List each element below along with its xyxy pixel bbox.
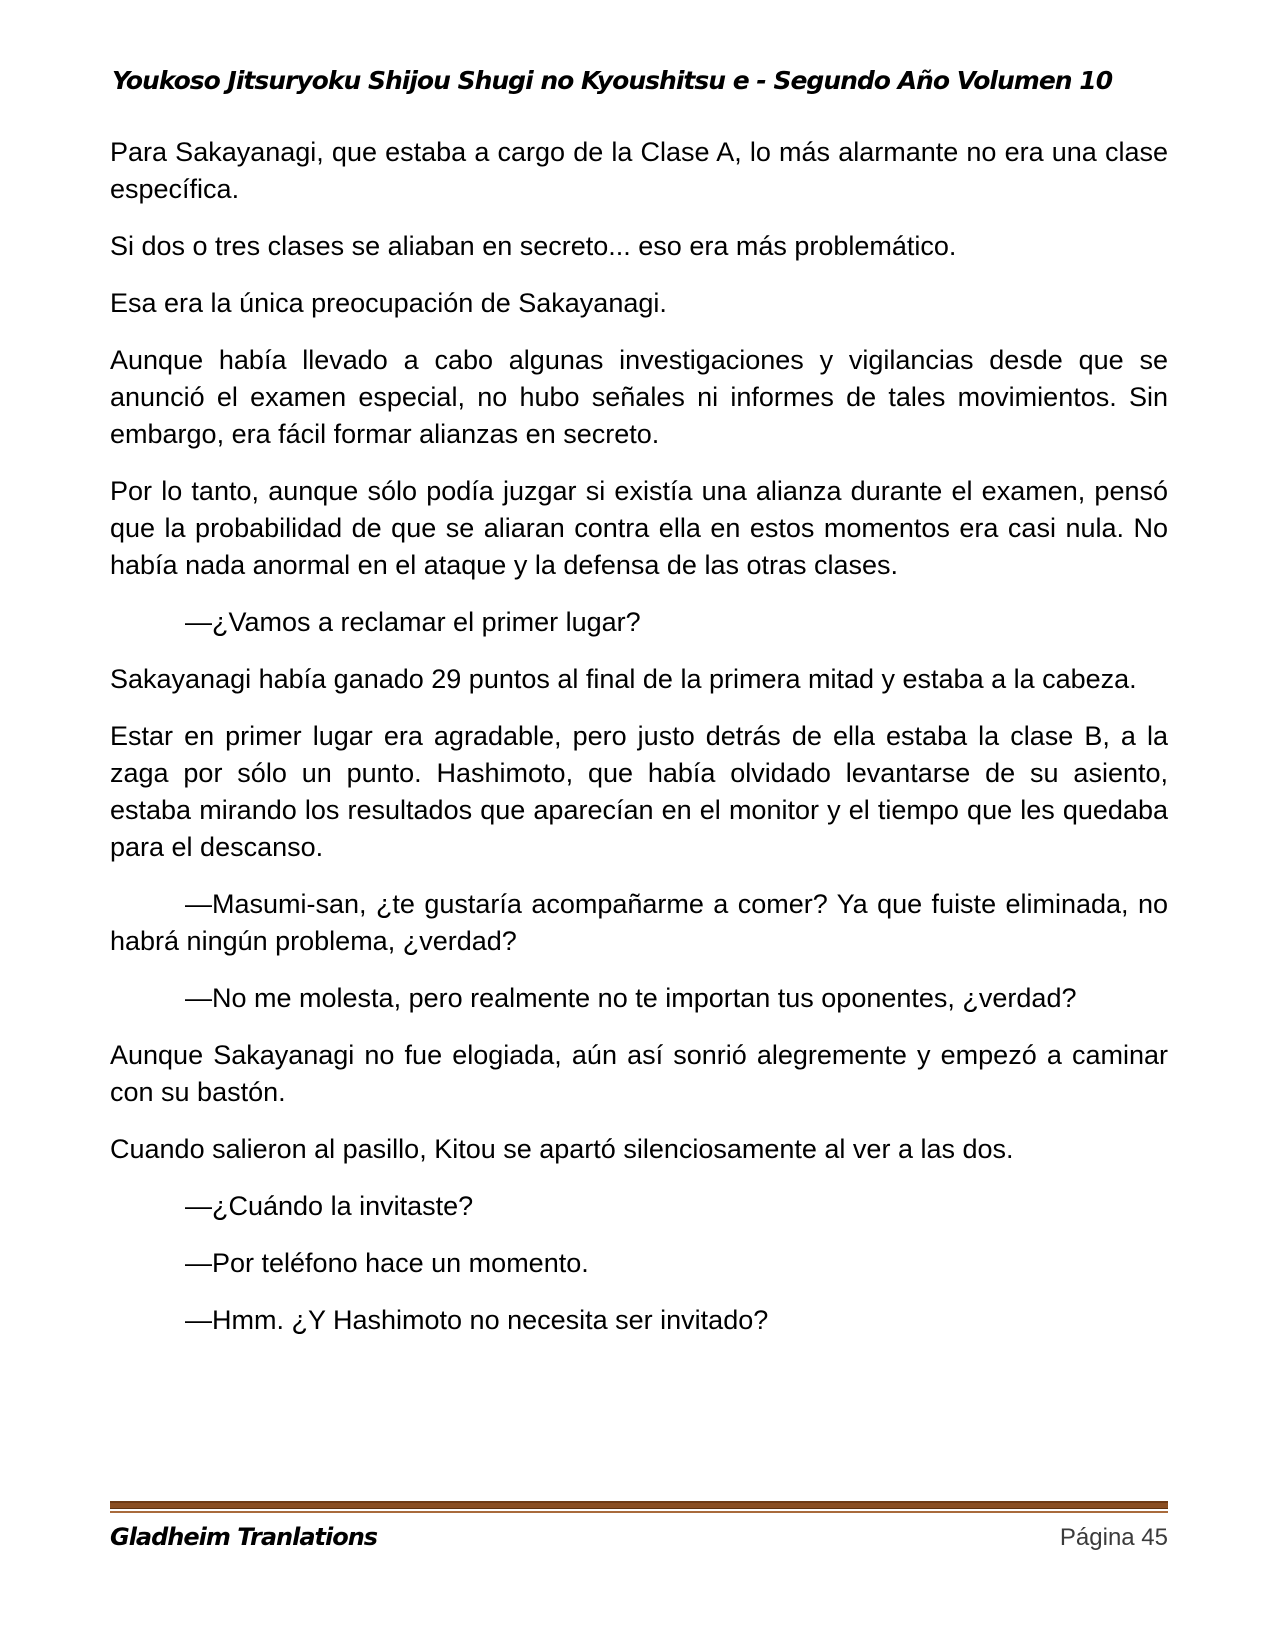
dialog-paragraph: —Por teléfono hace un momento. [185,1248,589,1278]
paragraph: Cuando salieron al pasillo, Kitou se apartó silenciosamente al ver a las dos. [110,1134,1014,1164]
footer-row [110,1523,1168,1552]
dialog-paragraph: —¿Cuándo la invitaste? [185,1191,474,1221]
dialog-paragraph: —Masumi-san, ¿te gustaría acompañarme a comer? Ya que fuiste eliminada, no habrá ningún problema, ¿verdad? [110,889,1168,956]
page-body [110,134,1168,1359]
paragraph: Sakayanagi había ganado 29 puntos al final de la primera mitad y estaba a la cabeza. [110,664,1137,694]
footer-divider-rule [110,1501,1168,1514]
footer-brand: Gladheim Tranlations [110,1523,378,1551]
paragraph: Esa era la única preocupación de Sakayanagi. [110,288,667,318]
page-header [112,66,1168,95]
dialog-paragraph: —¿Vamos a reclamar el primer lugar? [185,607,641,637]
footer-page-number: Página 45 [1059,1524,1168,1551]
dialog-paragraph: —No me molesta, pero realmente no te importan tus oponentes, ¿verdad? [185,983,1077,1013]
paragraph: Por lo tanto, aunque sólo podía juzgar si existía una alianza durante el examen, pensó que la probabilidad de que se aliaran contra ella en estos momentos era casi nula. No había nada anormal en el ataque y la defensa de las otras clases. [110,476,1168,580]
paragraph: Si dos o tres clases se aliaban en secreto... eso era más problemático. [110,231,957,261]
page-footer [110,1501,1168,1552]
paragraph: Aunque Sakayanagi no fue elogiada, aún así sonrió alegremente y empezó a caminar con su bastón. [110,1040,1168,1107]
paragraph: Para Sakayanagi, que estaba a cargo de la Clase A, lo más alarmante no era una clase específica. [110,137,1168,204]
paragraph: Estar en primer lugar era agradable, pero justo detrás de ella estaba la clase B, a la zaga por sólo un punto. Hashimoto, que había olvidado levantarse de su asiento, estaba mirando los resultados que aparecían en el monitor y el tiempo que les quedaba para el descanso. [110,721,1168,862]
header-title: Youkoso Jitsuryoku Shijou Shugi no Kyoushitsu e - Segundo Año Volumen 10 [112,66,1113,95]
paragraph: Aunque había llevado a cabo algunas investigaciones y vigilancias desde que se anunció el examen especial, no hubo señales ni informes de tales movimientos. Sin embargo, era fácil formar alianzas en secreto. [110,345,1168,449]
dialog-paragraph: —Hmm. ¿Y Hashimoto no necesita ser invitado? [185,1305,769,1335]
